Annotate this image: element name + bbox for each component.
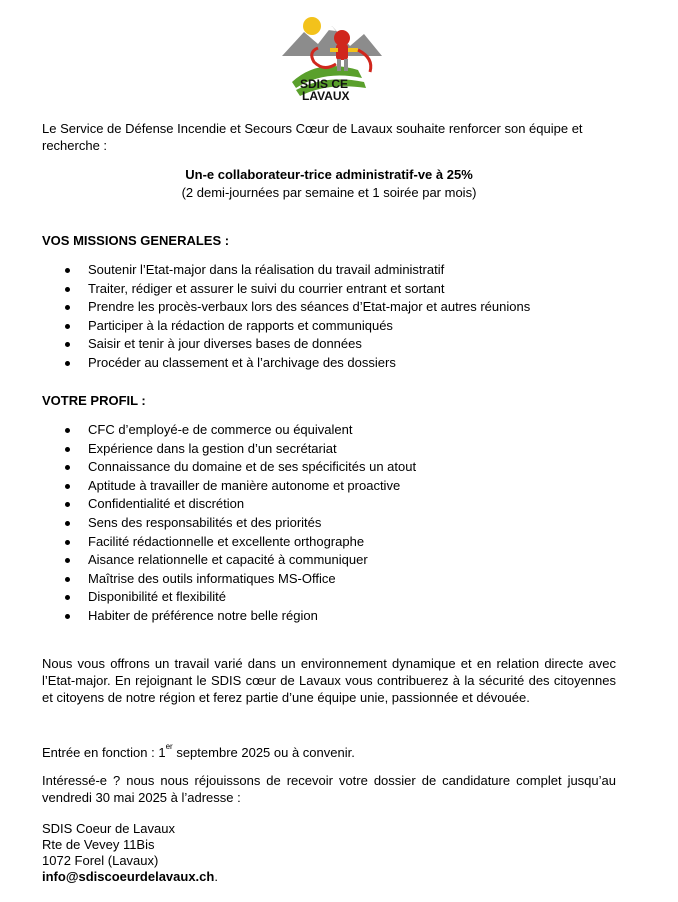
profile-list (62, 421, 416, 626)
email-link[interactable]: info@sdiscoeurdelavaux.ch (42, 869, 215, 884)
list-item: Soutenir l’Etat-major dans la réalisation du travail administratif (62, 261, 530, 280)
list-item: Facilité rédactionnelle et excellente orthographe (62, 533, 416, 552)
address-line: SDIS Coeur de Lavaux (42, 821, 175, 836)
offer-paragraph: Nous vous offrons un travail varié dans un environnement dynamique et en relation directe avec l’Etat-major. En rejoignant le SDIS cœur de Lavaux vous contribuerez à la sécurité des citoyennes et citoyens de notre région et ferez partie d’une équipe unie, passionnée et dévouée. (42, 656, 616, 705)
address-block: SDIS Coeur de Lavaux Rte de Vevey 11Bis 1072 Forel (Lavaux) info@sdiscoeurdelavaux.ch. (42, 821, 616, 885)
list-item: Participer à la rédaction de rapports et communiqués (62, 317, 530, 336)
list-item: Procéder au classement et à l’archivage des dossiers (62, 354, 530, 373)
list-item: Sens des responsabilités et des priorités (62, 514, 416, 533)
address-line: Rte de Vevey 11Bis (42, 837, 155, 852)
list-item: Prendre les procès-verbaux lors des séances d’Etat-major et autres réunions (62, 298, 530, 317)
position-subtitle: (2 demi-journées par semaine et 1 soirée par mois) (181, 185, 477, 200)
intro-paragraph: Le Service de Défense Incendie et Secours Cœur de Lavaux souhaite renforcer son équipe et recherche : (42, 121, 583, 153)
list-item: Disponibilité et flexibilité (62, 588, 416, 607)
list-item: Maîtrise des outils informatiques MS-Office (62, 570, 416, 589)
list-item: CFC d’employé-e de commerce ou équivalent (62, 421, 416, 440)
list-item: Habiter de préférence notre belle région (62, 607, 416, 626)
list-item: Connaissance du domaine et de ses spécificités un atout (62, 458, 416, 477)
logo-text: SDIS CE LAVAUX (300, 77, 350, 103)
apply-paragraph: Intéressé-e ? nous nous réjouissons de recevoir votre dossier de candidature complet jusqu’au vendredi 30 mai 2025 à l’adresse : (42, 773, 616, 805)
missions-list (62, 261, 530, 373)
address-line: 1072 Forel (Lavaux) (42, 853, 159, 868)
list-item: Saisir et tenir à jour diverses bases de données (62, 335, 530, 354)
missions-heading: VOS MISSIONS GENERALES : (42, 233, 230, 248)
profile-heading: VOTRE PROFIL : (42, 393, 146, 408)
list-item: Expérience dans la gestion d’un secrétariat (62, 440, 416, 459)
list-item: Traiter, rédiger et assurer le suivi du courrier entrant et sortant (62, 280, 530, 299)
position-title: Un-e collaborateur-trice administratif-ve à 25% (185, 167, 473, 182)
list-item: Aptitude à travailler de manière autonome et proactive (62, 477, 416, 496)
list-item: Confidentialité et discrétion (62, 495, 416, 514)
start-date: Entrée en fonction : 1er septembre 2025 ou à convenir. (42, 742, 355, 760)
list-item: Aisance relationnelle et capacité à communiquer (62, 551, 416, 570)
